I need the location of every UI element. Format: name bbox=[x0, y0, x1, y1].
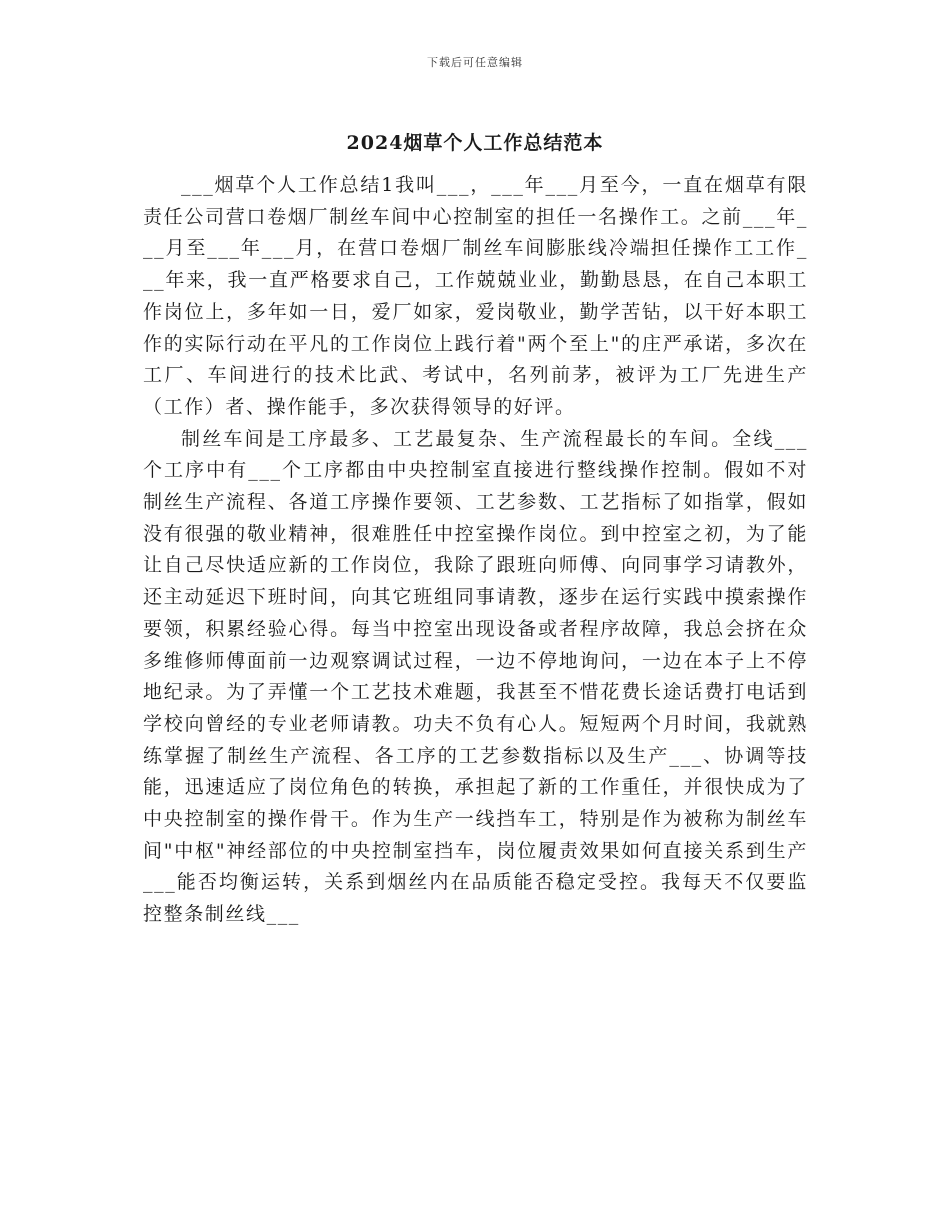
document-body bbox=[143, 170, 808, 931]
document-title: 2024烟草个人工作总结范本 bbox=[346, 132, 604, 154]
paragraph-1: ___烟草个人工作总结1我叫___，___年___月至今，一直在烟草有限责任公司营口卷烟厂制丝车间中心控制室的担任一名操作工。之前___年___月至___年___月，在营口卷烟厂制丝车间膨胀线冷端担任操作工工作___年来，我一直严格要求自己，工作兢兢业业，勤勤恳恳，在自己本职工作岗位上，多年如一日，爱厂如家，爱岗敬业，勤学苦钻，以干好本职工作的实际行动在平凡的工作岗位上践行着"两个至上"的庄严承诺，多次在工厂、车间进行的技术比武、考试中，名列前茅，被评为工厂先进生产（工作）者、操作能手，多次获得领导的好评。 bbox=[143, 174, 808, 418]
paragraph-2: 制丝车间是工序最多、工艺最复杂、生产流程最长的车间。全线___个工序中有___个工序都由中央控制室直接进行整线操作控制。假如不对制丝生产流程、各道工序操作要领、工艺参数、工艺指标了如指掌，假如没有很强的敬业精神，很难胜任中控室操作岗位。到中控室之初，为了能让自己尽快适应新的工作岗位，我除了跟班向师傅、向同事学习请教外，还主动延迟下班时间，向其它班组同事请教，逐步在运行实践中摸索操作要领，积累经验心得。每当中控室出现设备或者程序故障，我总会挤在众多维修师傅面前一边观察调试过程，一边不停地询问，一边在本子上不停地纪录。为了弄懂一个工艺技术难题，我甚至不惜花费长途话费打电话到学校向曾经的专业老师请教。功夫不负有心人。短短两个月时间，我就熟练掌握了制丝生产流程、各工序的工艺参数指标以及生产___、协调等技能，迅速适应了岗位角色的转换，承担起了新的工作重任，并很快成为了中央控制室的操作骨干。作为生产一线挡车工，特别是作为被称为制丝车间"中枢"神经部位的中央控制室挡车，岗位履责效果如何直接关系到生产___能否均衡运转，关系到烟丝内在品质能否稳定受控。我每天不仅要监控整条制丝线___ bbox=[143, 427, 808, 926]
header-note: 下载后可任意编辑 bbox=[427, 56, 523, 69]
